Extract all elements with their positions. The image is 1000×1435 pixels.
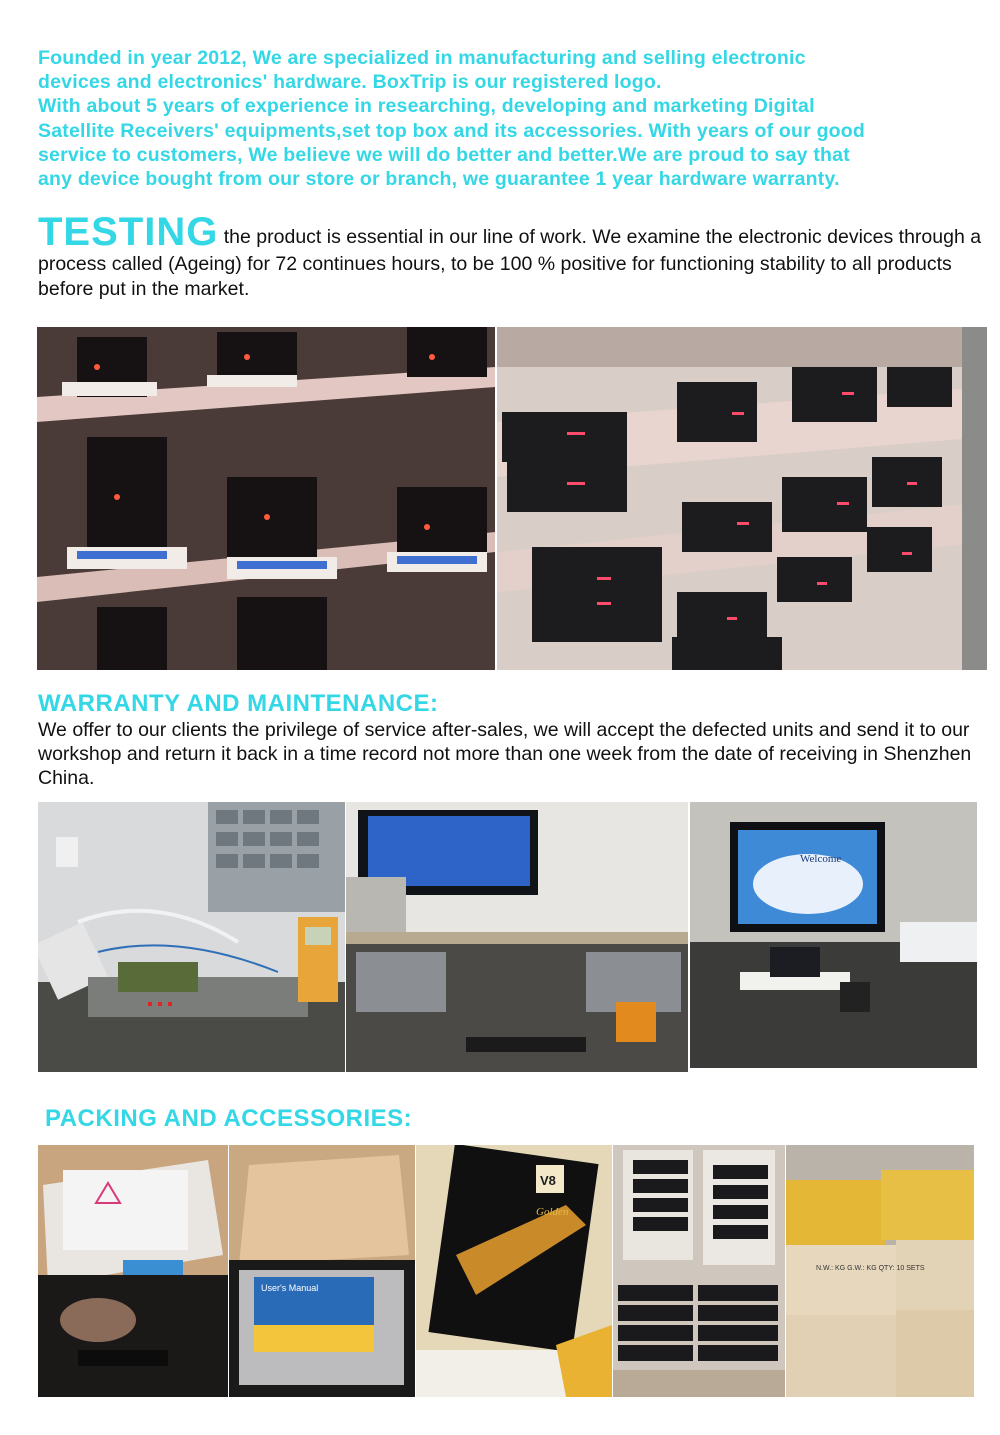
photo-stacked-units (613, 1145, 785, 1397)
photo-box-accessories (38, 1145, 228, 1397)
packing-heading: PACKING AND ACCESSORIES: (45, 1105, 413, 1132)
photo-workshop-monitor (346, 802, 688, 1072)
golden-text: Golden (536, 1206, 569, 1218)
photo-shipping-cartons (786, 1145, 974, 1397)
photo-workshop-welcome-screen (690, 802, 977, 1068)
warranty-text: We offer to our clients the privilege of service after-sales, we will accept the defected units and send it to our workshop and return it back in a time record not more than one week from the date of receiving in Shenzhen China. (38, 719, 972, 789)
warranty-heading: WARRANTY AND MAINTENANCE: (38, 690, 439, 717)
intro-paragraph (38, 46, 998, 191)
intro-line: Satellite Receivers' equipments,set top box and its accessories. With years of our good (38, 119, 866, 142)
v8-logo-text: V8 (540, 1173, 556, 1188)
users-manual-text: User's Manual (261, 1283, 319, 1293)
intro-line: devices and electronics' hardware. BoxTrip is our registered logo. (38, 71, 662, 94)
photo-ageing-shelves-left (37, 327, 495, 670)
photo-retail-box (416, 1145, 612, 1397)
welcome-text: Welcome (800, 853, 842, 865)
intro-line: With about 5 years of experience in researching, developing and marketing Digital (38, 95, 815, 118)
intro-line: Founded in year 2012, We are specialized in manufacturing and selling electronic (38, 47, 806, 69)
photo-box-manual (229, 1145, 415, 1397)
photo-ageing-shelves-right (497, 327, 987, 670)
testing-section (38, 212, 988, 302)
intro-line: service to customers, We believe we will do better and better.We are proud to say that (38, 143, 850, 166)
testing-text: the product is essential in our line of work. We examine the electronic devices through a process called (Ageing) for 72 continues hours, to be 100 % positive for functioning stability to all products before put in the market. (38, 226, 982, 300)
testing-heading: TESTING (38, 210, 219, 254)
intro-line: any device bought from our store or branch, we guarantee 1 year hardware warranty. (38, 168, 840, 191)
carton-label-text: N.W.: KG G.W.: KG QTY: 10 SETS (816, 1265, 925, 1272)
photo-workshop-multimeter (38, 802, 345, 1072)
